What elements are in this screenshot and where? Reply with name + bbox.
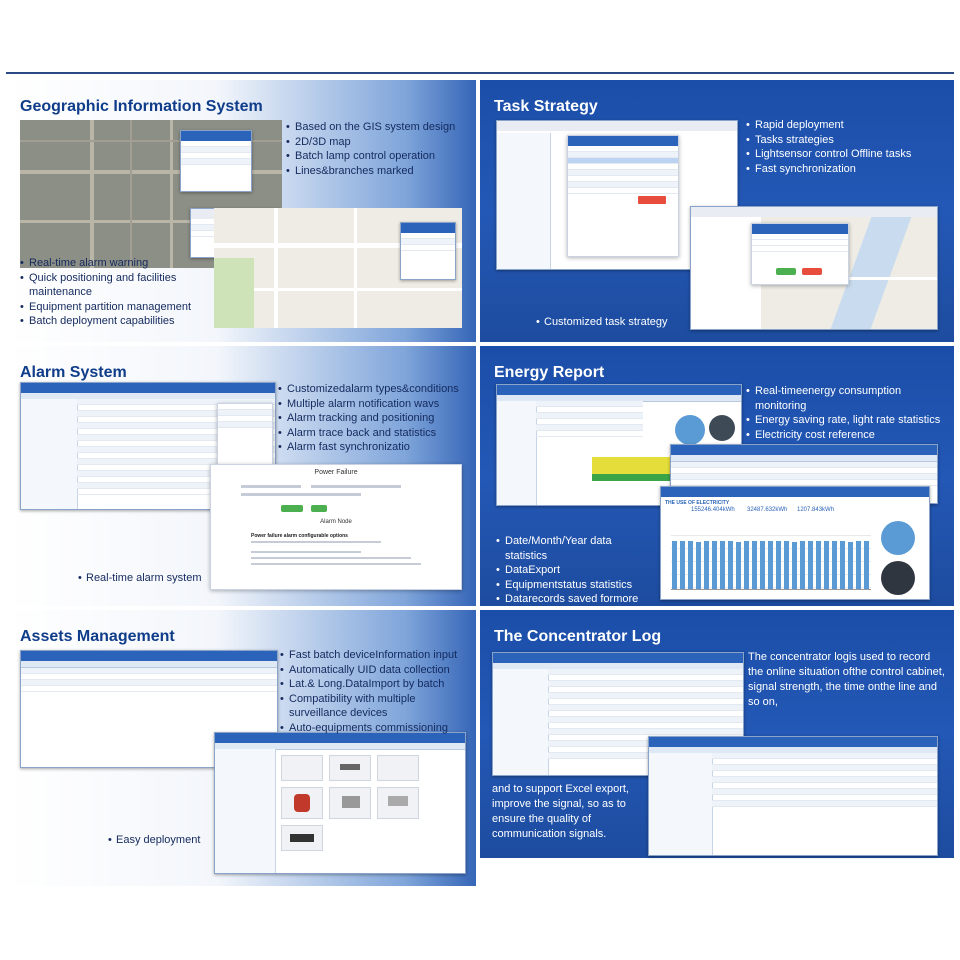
dialog-subtitle: Alarm Node [320, 519, 352, 525]
panel-title: Energy Report [494, 364, 605, 381]
feature-item: • DataExport [496, 563, 656, 578]
panel-title: Task Strategy [494, 98, 598, 115]
chart-bar [816, 541, 821, 589]
chart-bar [688, 541, 693, 589]
task-note: Customized task strategy [544, 316, 668, 328]
panel-title: Geographic Information System [20, 98, 263, 115]
feature-item: • Alarm fast synchronizatio [278, 440, 473, 455]
concentrator-description-2: and to support Excel export, improve the signal, so as to ensure the quality of communication signals. [492, 783, 629, 840]
device-thumbnail[interactable] [329, 755, 371, 781]
usage-value-total: 155246.404kWh [691, 507, 735, 513]
bullet-dot: • [78, 572, 82, 584]
panel-title: Assets Management [20, 628, 175, 645]
device-thumbnail[interactable] [281, 787, 323, 819]
panel-alarm [6, 346, 476, 606]
task-map-window[interactable] [690, 206, 938, 330]
feature-item: • Alarm trace back and statistics [278, 426, 473, 441]
save-config-button[interactable] [281, 505, 303, 512]
device-thumbnail[interactable] [281, 825, 323, 851]
feature-item: • Auto-equipments commissioning [280, 721, 472, 736]
chart-bar [680, 541, 685, 589]
feature-item: • Datarecords saved formore [496, 592, 656, 621]
chart-bar [792, 542, 797, 589]
energy-dark-pie [709, 415, 735, 441]
usage-title: THE USE OF ELECTRICITY [665, 500, 730, 506]
usage-value-month: 32487.632kWh [747, 507, 788, 513]
chart-bar [728, 541, 733, 589]
feature-item: • Equipmentstatus statistics [496, 578, 656, 593]
usage-value-day: 1207.843kWh [797, 507, 835, 513]
chart-bar [744, 541, 749, 589]
chart-bar [848, 542, 853, 589]
chart-bar [736, 542, 741, 589]
chart-bar [760, 541, 765, 589]
top-divider [6, 72, 954, 74]
chart-bar [800, 541, 805, 589]
device-thumbnail[interactable] [281, 755, 323, 781]
save-button[interactable] [311, 505, 327, 512]
bullet-dot: • [108, 834, 112, 846]
assets-feature-list [280, 648, 472, 735]
feature-item: • Lat.& Long.DataImport by batch [280, 677, 472, 692]
chart-bar [840, 541, 845, 589]
gis-feature-list [286, 120, 466, 178]
device-thumbnail[interactable] [329, 787, 371, 819]
feature-item: • Real-time alarm warning [20, 256, 210, 271]
dialog-heading: Power failure alarm configurable options [251, 533, 348, 539]
panel-task-strategy [480, 80, 954, 342]
feature-item: • Batch lamp control operation [286, 149, 466, 164]
panel-assets [6, 610, 476, 886]
chart-bar [704, 541, 709, 589]
feature-item: • Multiple alarm notification wavs [278, 397, 473, 412]
task-feature-list [746, 118, 946, 176]
concentrator-log-window[interactable] [648, 736, 938, 856]
saving-rate-pie [881, 561, 915, 595]
feature-item: • Quick positioning and facilities maintenance [20, 271, 210, 300]
chart-bar [752, 541, 757, 589]
chart-bar [696, 542, 701, 589]
energy-pie-chart [675, 415, 705, 445]
chart-bar [720, 541, 725, 589]
panel-title: The Concentrator Log [494, 628, 662, 645]
electricity-usage-window[interactable] [660, 486, 930, 600]
chart-bar [864, 541, 869, 589]
bullet-dot: • [536, 316, 540, 328]
feature-item: • 2D/3D map [286, 135, 466, 150]
feature-item: • Date/Month/Year data statistics [496, 534, 656, 563]
electricity-bar-chart [671, 523, 871, 590]
dialog-title: Power Failure [314, 469, 358, 476]
chart-bar [768, 541, 773, 589]
alarm-note: Real-time alarm system [86, 572, 202, 584]
map-lamp-popup [400, 222, 456, 280]
device-thumbnail[interactable] [377, 755, 419, 781]
feature-item: • Rapid deployment [746, 118, 946, 133]
feature-item: • Based on the GIS system design [286, 120, 466, 135]
feature-item: • Fast batch deviceInformation input [280, 648, 472, 663]
chart-bar [672, 541, 677, 589]
asset-commission-window[interactable] [214, 732, 466, 874]
gis-feature-list-2 [20, 256, 210, 329]
feature-item: • Electricity cost reference [746, 428, 950, 443]
gis-street-map[interactable] [214, 208, 462, 328]
feature-item: • Customizedalarm types&conditions [278, 382, 473, 397]
light-rate-pie [881, 521, 915, 555]
feature-item: • Tasks strategies [746, 133, 946, 148]
concentrator-description: The concentrator logis used to record the online situation ofthe control cabinet, signal strength, the time onthe line and so on, [748, 651, 945, 708]
map-info-popup [180, 130, 252, 192]
panel-concentrator-log [480, 610, 954, 858]
energy-feature-list [746, 384, 950, 442]
feature-item: • Compatibility with multiple surveillance devices [280, 692, 472, 721]
chart-bar [808, 541, 813, 589]
assets-note: Easy deployment [116, 834, 201, 846]
task-config-dialog[interactable] [751, 223, 849, 285]
chart-bar [712, 541, 717, 589]
feature-item: • Equipment partition management [20, 300, 210, 315]
panel-energy-report [480, 346, 954, 606]
feature-item: • Automatically UID data collection [280, 663, 472, 678]
power-failure-dialog[interactable] [210, 464, 462, 590]
feature-item: • Real-timeenergy consumption monitoring [746, 384, 950, 413]
chart-bar [776, 541, 781, 589]
feature-item: • Lightsensor control Offline tasks [746, 147, 946, 162]
feature-item: • Fast synchronization [746, 162, 946, 177]
feature-item: • Energy saving rate, light rate statistics [746, 413, 950, 428]
feature-item: • Batch deployment capabilities [20, 314, 210, 329]
chart-bar [856, 541, 861, 589]
device-thumbnail[interactable] [377, 787, 419, 819]
chart-bar [832, 541, 837, 589]
chart-bar [784, 541, 789, 589]
feature-item: • Lines&branches marked [286, 164, 466, 179]
panel-title: Alarm System [20, 364, 127, 381]
energy-feature-list-2 [496, 534, 656, 621]
panel-gis [6, 80, 476, 342]
feature-item: • Alarm tracking and positioning [278, 411, 473, 426]
chart-bar [824, 541, 829, 589]
alarm-detail-popup [217, 403, 273, 465]
strategy-dialog[interactable] [567, 135, 679, 257]
alarm-feature-list [278, 382, 473, 455]
